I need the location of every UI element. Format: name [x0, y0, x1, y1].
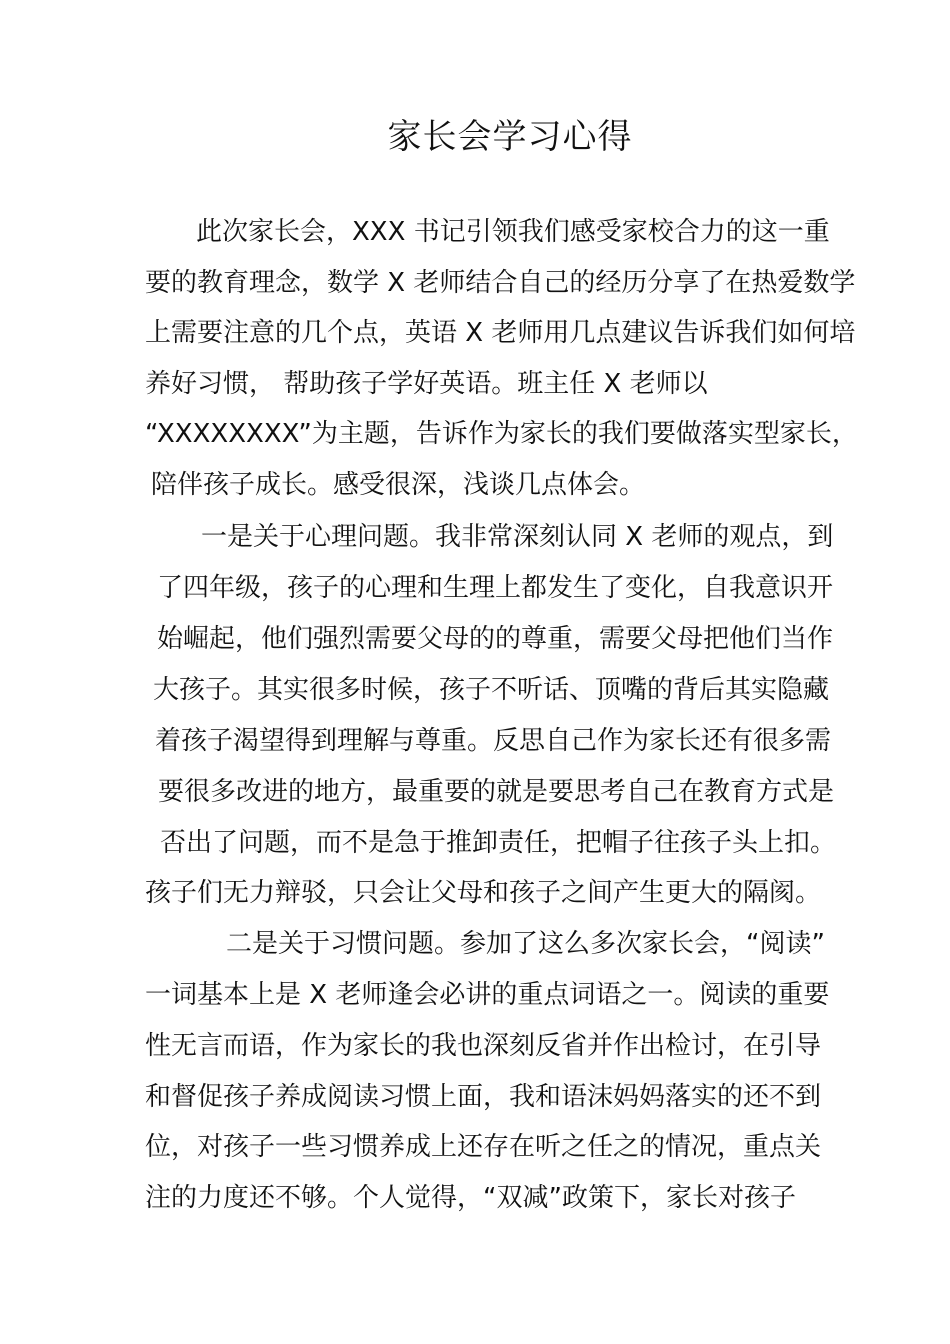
body-line-16: 一词基本上是 X 老师逢会必讲的重点词语之一。阅读的重要 [145, 980, 830, 1010]
body-line-11: 着孩子渴望得到理解与尊重。反思自己作为家长还有很多需 [155, 726, 832, 756]
body-line-4: 养好习惯， 帮助孩子学好英语。班主任 X 老师以 [145, 369, 708, 399]
body-line-19: 位，对孩子一些习惯养成上还存在听之任之的情况，重点关 [145, 1132, 822, 1162]
body-line-9: 始崛起，他们强烈需要父母的的尊重，需要父母把他们当作 [157, 624, 834, 654]
document-title: 家长会学习心得 [387, 117, 633, 157]
body-line-2: 要的教育理念，数学 X 老师结合自己的经历分享了在热爱数学 [145, 268, 856, 298]
body-line-13: 否出了问题，而不是急于推卸责任，把帽子往孩子头上扣。 [160, 828, 837, 858]
body-line-14: 孩子们无力辩驳，只会让父母和孩子之间产生更大的隔阂。 [145, 878, 822, 908]
body-line-6: 陪伴孩子成长。感受很深，浅谈几点体会。 [151, 470, 646, 500]
body-line-18: 和督促孩子养成阅读习惯上面，我和语沫妈妈落实的还不到 [145, 1082, 822, 1112]
body-line-8: 了四年级，孩子的心理和生理上都发生了变化，自我意识开 [157, 573, 834, 603]
body-line-3: 上需要注意的几个点，英语 X 老师用几点建议告诉我们如何培 [145, 318, 856, 348]
body-line-20: 注的力度还不够。个人觉得，“双减”政策下，家长对孩子 [145, 1183, 796, 1213]
body-line-7: 一是关于心理问题。我非常深刻认同 X 老师的观点，到 [201, 522, 834, 552]
body-line-12: 要很多改进的地方，最重要的就是要思考自己在教育方式是 [158, 777, 835, 807]
body-line-5: “XXXXXXXX”为主题，告诉作为家长的我们要做落实型家长， [145, 419, 858, 449]
body-line-15: 二是关于习惯问题。参加了这么多次家长会，“阅读” [226, 929, 825, 959]
body-line-1: 此次家长会，XXX 书记引领我们感受家校合力的这一重 [196, 217, 830, 247]
body-line-17: 性无言而语，作为家长的我也深刻反省并作出检讨，在引导 [145, 1031, 822, 1061]
body-line-10: 大孩子。其实很多时候，孩子不听话、顶嘴的背后其实隐藏 [153, 675, 830, 705]
